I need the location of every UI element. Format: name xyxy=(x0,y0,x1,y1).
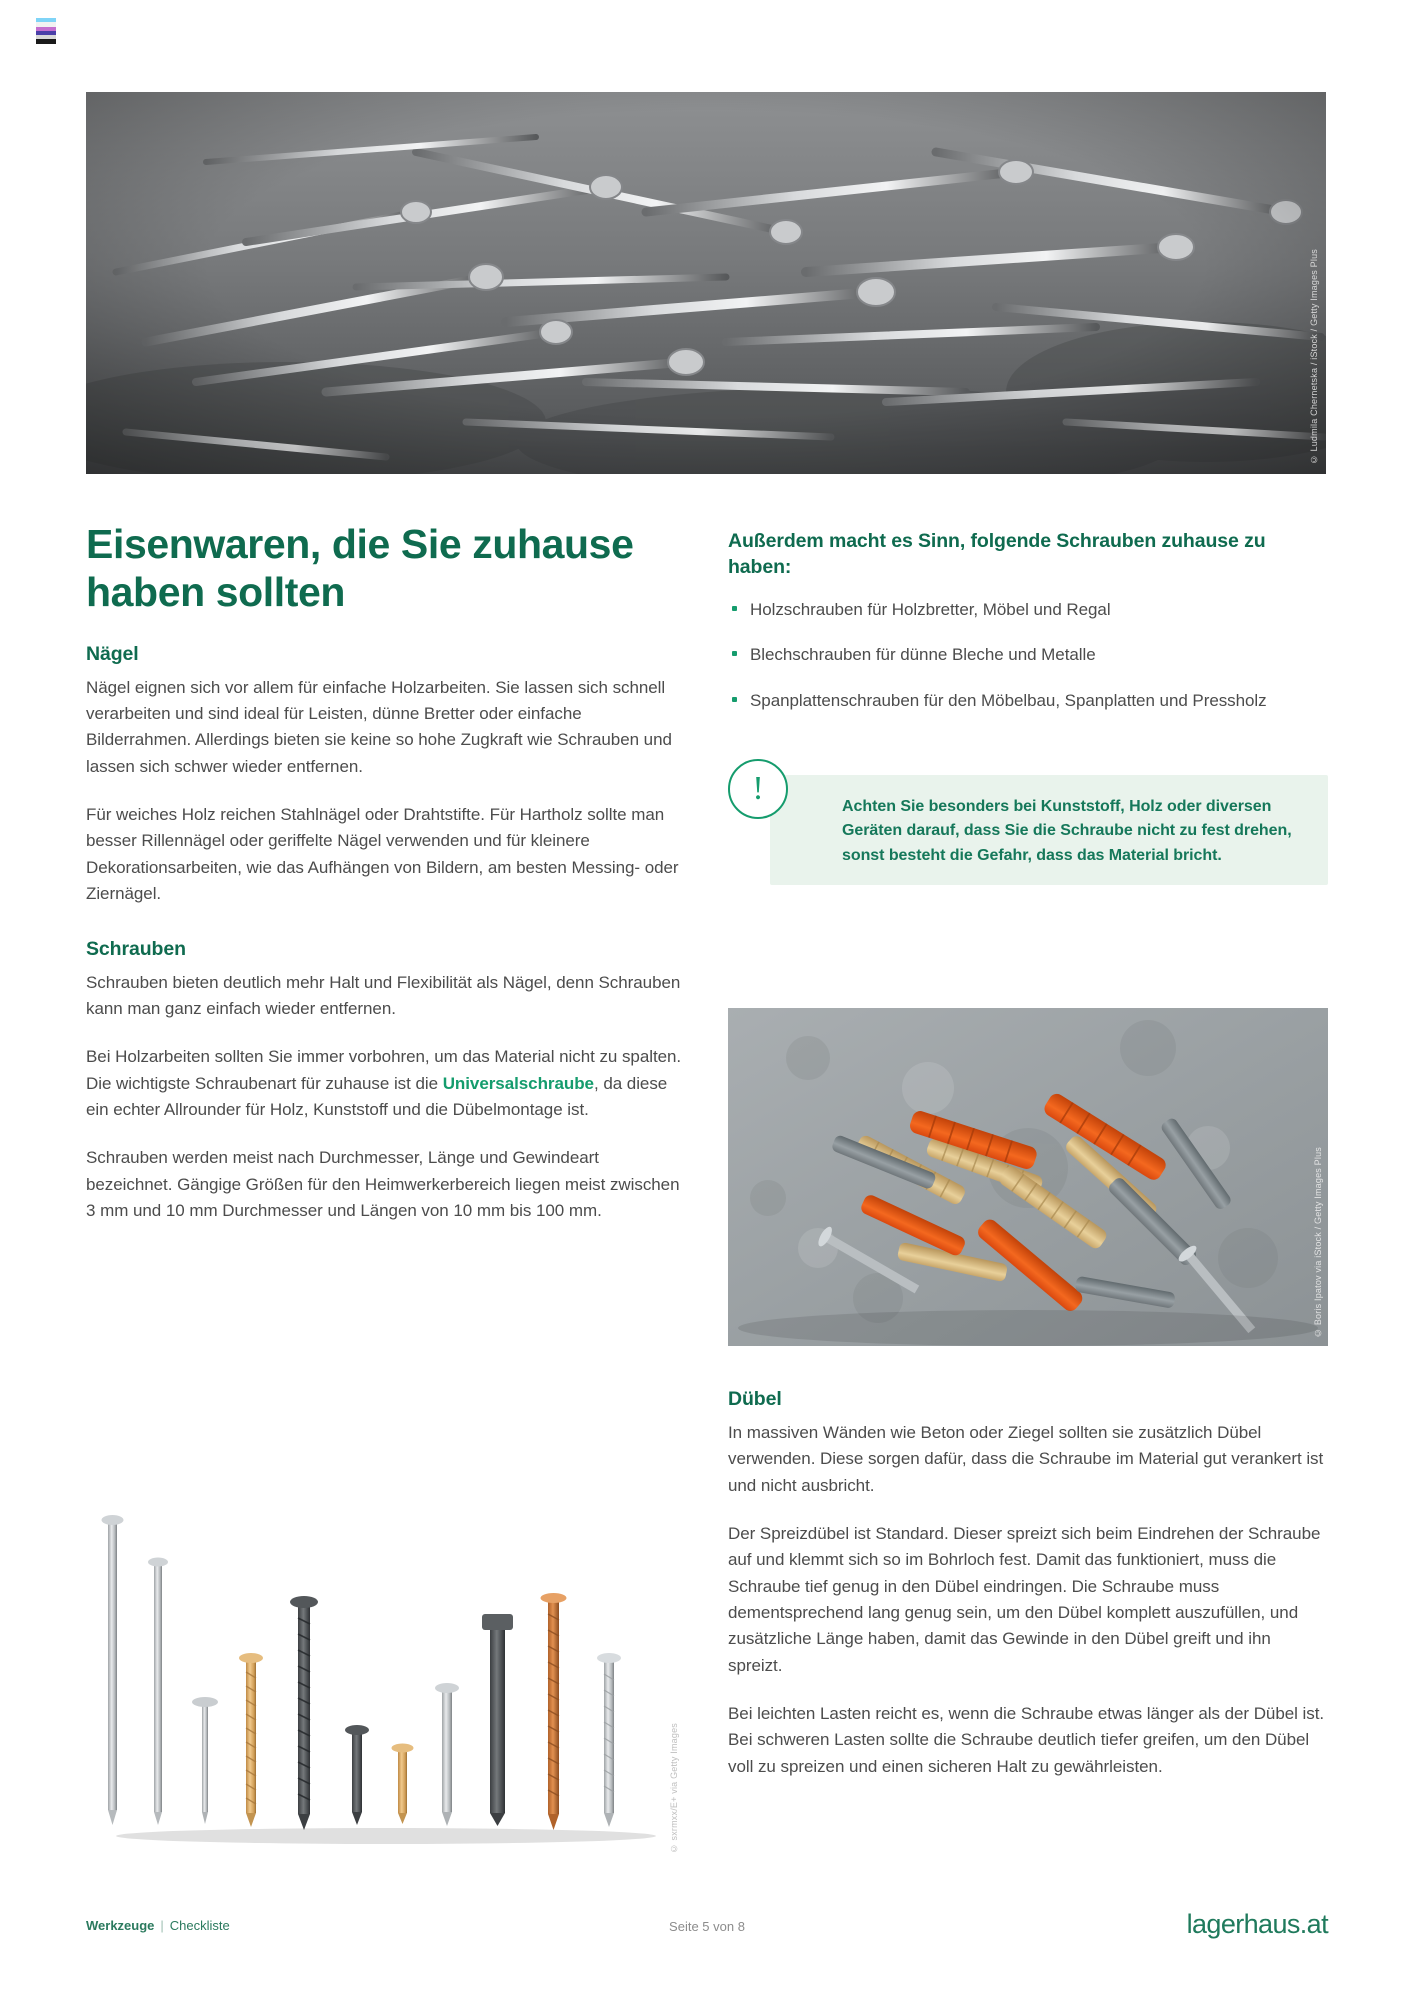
paragraph-duebel-1: In massiven Wänden wie Beton oder Ziegel sollten sie zusätzlich Dübel verwenden. Diese sorgen dafür, dass die Schraube im Material gut verankert ist und nicht ausbricht. xyxy=(728,1423,1324,1495)
paragraph-naegel-1: Nägel eignen sich vor allem für einfache Holzarbeiten. Sie lassen sich schnell verarbeiten und sind ideal für Leisten, dünne Bretter oder einfache Bilderrahmen. Allerdings bieten sie keine so hohe Zugkraft wie Schrauben und lassen sich schwer wieder entfernen. xyxy=(86,677,672,776)
image-credit-nails-lineup: © sxrmxx/E+ via Getty Images xyxy=(668,1722,679,1853)
list-item: Spanplattenschrauben für den Möbelbau, Spanplatten und Pressholz xyxy=(732,688,1328,714)
wall-plugs-image xyxy=(728,1008,1328,1346)
callout-text: Achten Sie besonders bei Kunststoff, Holz oder diversen Geräten darauf, dass Sie die Schraube nicht zu fest drehen, sonst besteht die Gefahr, dass das Material bricht. xyxy=(842,798,1292,864)
section-naegel xyxy=(86,643,686,908)
paragraph-duebel-3: Bei leichten Lasten reicht es, wenn die Schraube etwas länger als der Dübel ist. Bei schweren Lasten sollte die Schraube deutlich tiefer greifen, um den Dübel voll zu spreizen und einen sicheren Halt zu gewährleisten. xyxy=(728,1704,1325,1776)
screw-types-list xyxy=(732,597,1328,714)
image-credit-hero: © Ludmila Chernetska / iStock / Getty Images Plus xyxy=(1308,248,1319,464)
paragraph-schrauben-2 xyxy=(86,1044,686,1123)
footer-breadcrumb xyxy=(86,1918,230,1933)
nails-lineup-image xyxy=(86,1490,686,1865)
right-column xyxy=(728,528,1328,885)
footer-subcategory: Checkliste xyxy=(169,1918,230,1933)
left-column xyxy=(86,520,686,1254)
image-credit-wall-plugs: © Boris Ipatov via iStock / Getty Images Plus xyxy=(1312,1146,1323,1338)
footer-separator: | xyxy=(160,1918,164,1933)
right-column-kicker: Außerdem macht es Sinn, folgende Schrauben zuhause zu haben: xyxy=(728,530,1266,579)
section-duebel xyxy=(728,1388,1328,1780)
paragraph-text-before: Bei Holzarbeiten sollten Sie immer vorbohren, um das Material nicht zu spalten. Die wichtigste Schraubenart für zuhause ist die xyxy=(86,1047,682,1093)
hero-image-nails xyxy=(86,92,1326,474)
footer-category: Werkzeuge xyxy=(86,1918,155,1933)
section-heading-naegel: Nägel xyxy=(86,642,139,665)
section-heading-duebel: Dübel xyxy=(728,1388,782,1410)
highlight-universalschraube: Universalschraube xyxy=(442,1073,594,1093)
exclamation-mark-icon: ! xyxy=(728,759,788,819)
list-item: Blechschrauben für dünne Bleche und Metalle xyxy=(732,642,1328,668)
paragraph-schrauben-3: Schrauben werden meist nach Durchmesser, Länge und Gewindeart bezeichnet. Gängige Größen für den Heimwerkerbereich liegen meist zwischen 3 mm und 10 mm Durchmesser und Längen von 10 mm bis 100 mm. xyxy=(86,1148,680,1220)
section-heading-schrauben: Schrauben xyxy=(86,937,186,960)
brand-logo: lagerhaus.at xyxy=(1186,1909,1328,1939)
section-schrauben xyxy=(86,938,686,1225)
paragraph-text-after: , da diese ein echter Allrounder für Holz, Kunststoff und die Dübelmontage ist. xyxy=(86,1073,668,1119)
list-item: Holzschrauben für Holzbretter, Möbel und Regal xyxy=(732,597,1328,623)
warning-callout xyxy=(728,759,1328,885)
paragraph-schrauben-1: Schrauben bieten deutlich mehr Halt und Flexibilität als Nägel, denn Schrauben kann man ganz einfach wieder entfernen. xyxy=(86,972,681,1018)
paragraph-naegel-2: Für weiches Holz reichen Stahlnägel oder Drahtstifte. Für Hartholz sollte man besser Rillennägel oder geriffelte Nägel verwenden und für kleinere Dekorationsarbeiten, wie das Aufhängen von Bildern, am besten Messing- oder Ziernägel. xyxy=(86,805,679,904)
paragraph-duebel-2: Der Spreizdübel ist Standard. Dieser spreizt sich beim Eindrehen der Schraube auf und klemmt sich so im Bohrloch fest. Damit das funktioniert, muss die Schraube tief genug in den Dübel eindringen. Die Schraube muss dementsprechend lang genug sein, um den Dübel komplett auszufüllen, und zusätzliche Länge haben, damit das Gewinde in den Dübel greift und ihn spreizt. xyxy=(728,1524,1321,1675)
page-title: Eisenwaren, die Sie zuhause haben sollten xyxy=(86,521,634,616)
footer-page-number: Seite 5 von 8 xyxy=(669,1919,745,1934)
color-registration-bar xyxy=(36,18,56,44)
callout-box xyxy=(770,775,1328,885)
page-footer xyxy=(86,1909,1328,1942)
